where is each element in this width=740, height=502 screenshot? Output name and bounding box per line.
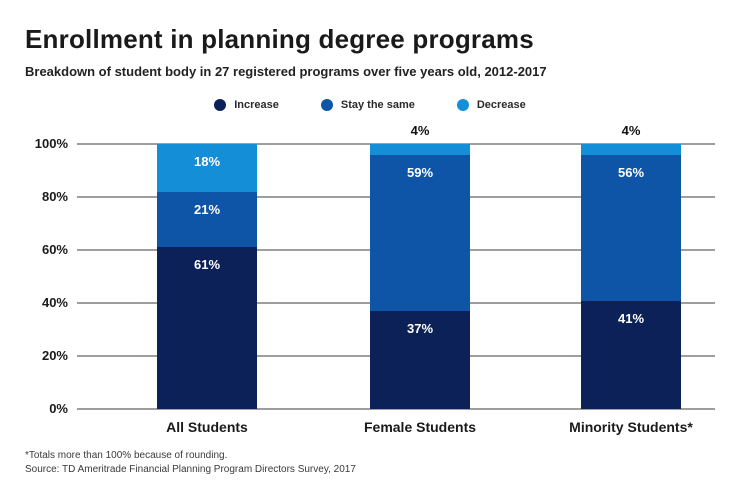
bar-value-label: 21% bbox=[193, 201, 221, 217]
bar-segment-decrease bbox=[157, 144, 257, 192]
chart-subtitle: Breakdown of student body in 27 registered programs over five years old, 2012-2017 bbox=[25, 64, 547, 79]
bar-value-label: 56% bbox=[617, 164, 645, 180]
bar-value-label-outside: 4% bbox=[410, 123, 430, 138]
y-tick-label-20: 20% bbox=[41, 348, 68, 363]
y-tick-label-60: 60% bbox=[41, 242, 68, 257]
bar-value-label-outside: 4% bbox=[621, 123, 641, 138]
category-label-2: Female Students bbox=[363, 419, 477, 435]
bar-value-label: 59% bbox=[406, 164, 434, 180]
footnote-rounding: *Totals more than 100% because of rounding. bbox=[25, 450, 228, 461]
bar-segment-stay-the-same bbox=[370, 155, 470, 311]
legend-item-increase bbox=[214, 99, 279, 111]
bar-segment-increase bbox=[157, 247, 257, 409]
bar-segment-stay-the-same bbox=[157, 192, 257, 248]
legend-label-stay-the-same: Stay the same bbox=[340, 99, 415, 111]
bar-segment-decrease bbox=[370, 144, 470, 155]
y-tick-label-80: 80% bbox=[41, 189, 68, 204]
bar-value-label: 41% bbox=[617, 311, 645, 327]
legend bbox=[0, 96, 740, 114]
bar-value-label: 18% bbox=[193, 154, 221, 170]
footnote-source: Source: TD Ameritrade Financial Planning Program Directors Survey, 2017 bbox=[25, 464, 356, 475]
category-label-1: All Students bbox=[166, 419, 248, 435]
y-tick-label-40: 40% bbox=[41, 295, 68, 310]
y-tick-label-100: 100% bbox=[34, 136, 68, 151]
bar-segment-decrease bbox=[581, 144, 681, 154]
legend-dot-increase-icon bbox=[214, 99, 226, 111]
category-label-3: Minority Students* bbox=[569, 419, 693, 435]
legend-label-increase: Increase bbox=[234, 99, 279, 111]
bar-segment-stay-the-same bbox=[581, 155, 681, 302]
chart-title: Enrollment in planning degree programs bbox=[25, 24, 534, 54]
legend-label-decrease: Decrease bbox=[476, 99, 526, 111]
bar-segment-increase bbox=[370, 311, 470, 409]
bar-value-label: 61% bbox=[193, 257, 221, 273]
plot-area bbox=[77, 123, 715, 435]
legend-dot-decrease-icon bbox=[457, 99, 469, 111]
legend-item-stay-the-same bbox=[321, 99, 415, 111]
legend-dot-stay-the-same-icon bbox=[321, 99, 333, 111]
legend-item-decrease bbox=[457, 99, 526, 111]
bar-segment-increase bbox=[581, 301, 681, 409]
bar-value-label: 37% bbox=[406, 320, 434, 336]
y-tick-label-0: 0% bbox=[49, 401, 68, 416]
